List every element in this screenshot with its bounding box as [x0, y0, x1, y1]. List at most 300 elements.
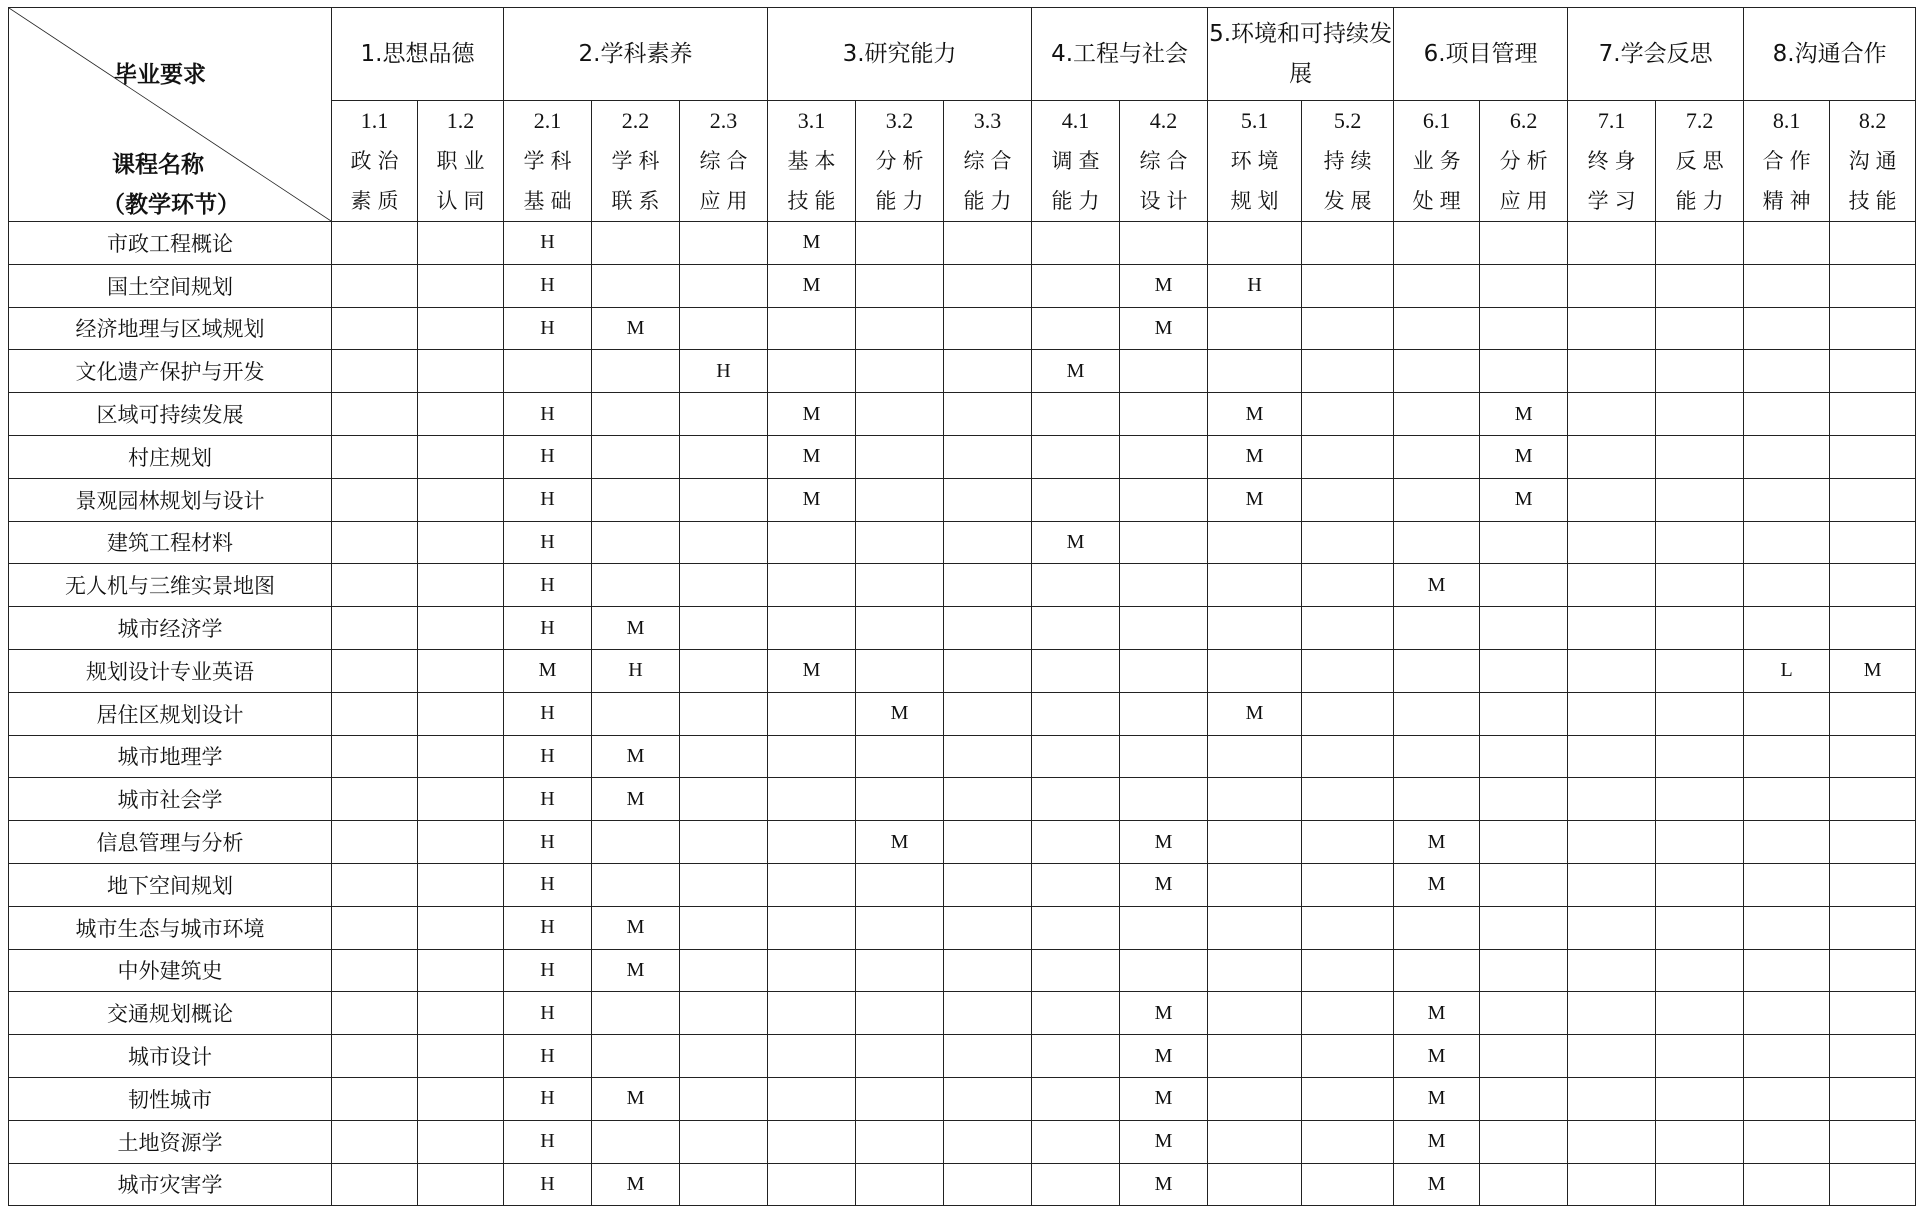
course-name-cell: 景观园林规划与设计: [9, 478, 332, 521]
support-level-cell: [1656, 649, 1744, 692]
support-level-cell: [1302, 649, 1394, 692]
support-level-cell: [944, 863, 1032, 906]
support-level-cell: [944, 393, 1032, 436]
table-row: [9, 264, 1916, 307]
support-level-cell: [1568, 564, 1656, 607]
support-level-cell: [1744, 222, 1830, 265]
support-level-cell: [768, 1077, 856, 1120]
support-level-cell: [1744, 821, 1830, 864]
support-level-cell: [1032, 778, 1120, 821]
sub-requirement-name-line1: 持续: [1323, 149, 1378, 173]
support-level-cell: [1568, 863, 1656, 906]
sub-requirement-name-line2: 设计: [1139, 189, 1194, 213]
support-level-cell: [1830, 435, 1916, 478]
course-name-cell: 地下空间规划: [9, 863, 332, 906]
course-name-cell: 市政工程概论: [9, 222, 332, 265]
support-level-cell: [1568, 821, 1656, 864]
support-level-cell: H: [504, 778, 592, 821]
sub-requirement-name-line1: 环境: [1230, 149, 1285, 173]
course-name-cell: 城市经济学: [9, 607, 332, 650]
support-level-cell: H: [504, 521, 592, 564]
sub-requirement-name-line2: 处理: [1412, 189, 1467, 213]
sub-requirement-name-line1: 基本: [787, 149, 842, 173]
support-level-cell: [1744, 692, 1830, 735]
support-level-cell: [1032, 1163, 1120, 1206]
requirement-header: 5.环境和可持续发展: [1208, 8, 1394, 101]
support-level-cell: [1032, 649, 1120, 692]
support-level-cell: [856, 264, 944, 307]
support-level-cell: [768, 949, 856, 992]
sub-requirement-header: [1744, 101, 1830, 222]
support-level-cell: [1744, 778, 1830, 821]
support-level-cell: [944, 649, 1032, 692]
sub-requirement-name-line1: 沟通: [1848, 149, 1903, 173]
support-level-cell: [768, 307, 856, 350]
sub-requirement-name-line1: 业务: [1412, 149, 1467, 173]
support-level-cell: [592, 264, 680, 307]
requirement-header: 6.项目管理: [1394, 8, 1568, 101]
support-level-cell: [944, 222, 1032, 265]
support-level-cell: [768, 1120, 856, 1163]
sub-requirement-header: [1568, 101, 1656, 222]
support-level-cell: [1394, 735, 1480, 778]
sub-requirement-name-line1: 政治: [350, 149, 405, 173]
support-level-cell: [944, 264, 1032, 307]
support-level-cell: M: [768, 222, 856, 265]
support-level-cell: [1568, 478, 1656, 521]
support-level-cell: [1656, 778, 1744, 821]
support-level-cell: [1394, 521, 1480, 564]
support-level-cell: [1568, 435, 1656, 478]
support-level-cell: [418, 649, 504, 692]
support-level-cell: M: [504, 649, 592, 692]
support-level-cell: [1568, 1035, 1656, 1078]
support-level-cell: [1394, 393, 1480, 436]
support-level-cell: [1208, 350, 1302, 393]
support-level-cell: [680, 307, 768, 350]
graduation-requirement-label: 毕业要求: [114, 62, 206, 88]
sub-requirement-number: 5.2: [1333, 108, 1362, 133]
support-level-cell: [1394, 435, 1480, 478]
support-level-cell: [1208, 863, 1302, 906]
support-level-cell: [332, 1077, 418, 1120]
support-level-cell: [1656, 949, 1744, 992]
support-level-cell: M: [592, 1163, 680, 1206]
table-row: [9, 692, 1916, 735]
support-level-cell: H: [504, 307, 592, 350]
support-level-cell: [592, 435, 680, 478]
support-level-cell: [1394, 649, 1480, 692]
support-level-cell: [1744, 564, 1830, 607]
support-level-cell: [1208, 222, 1302, 265]
support-level-cell: H: [504, 863, 592, 906]
sub-requirement-header: [768, 101, 856, 222]
support-level-cell: [1480, 692, 1568, 735]
support-level-cell: [1744, 478, 1830, 521]
support-level-cell: H: [1208, 264, 1302, 307]
support-level-cell: [768, 735, 856, 778]
support-level-cell: [768, 778, 856, 821]
course-name-cell: 城市生态与城市环境: [9, 906, 332, 949]
support-level-cell: [1120, 906, 1208, 949]
support-level-cell: [768, 1163, 856, 1206]
support-level-cell: [1302, 521, 1394, 564]
sub-requirement-name-line1: 综合: [1139, 149, 1194, 173]
support-level-cell: [332, 1120, 418, 1163]
support-level-cell: [1568, 649, 1656, 692]
support-level-cell: [680, 1163, 768, 1206]
support-level-cell: [1480, 564, 1568, 607]
sub-requirement-name-line1: 分析: [1499, 149, 1554, 173]
requirement-header: 1.思想品德: [332, 8, 504, 101]
support-level-cell: [592, 222, 680, 265]
support-level-cell: [944, 435, 1032, 478]
sub-requirement-name-line2: 应用: [699, 189, 754, 213]
support-level-cell: [944, 1163, 1032, 1206]
support-level-cell: [1830, 863, 1916, 906]
sub-requirement-number: 8.2: [1858, 108, 1887, 133]
support-level-cell: [1656, 692, 1744, 735]
sub-requirement-number: 4.1: [1061, 108, 1090, 133]
support-level-cell: [592, 863, 680, 906]
support-level-cell: [1480, 307, 1568, 350]
support-level-cell: [1208, 821, 1302, 864]
support-level-cell: [1744, 949, 1830, 992]
table-row: [9, 393, 1916, 436]
support-level-cell: [680, 435, 768, 478]
table-row: [9, 778, 1916, 821]
support-level-cell: [680, 478, 768, 521]
support-level-cell: [768, 692, 856, 735]
support-level-cell: [768, 521, 856, 564]
sub-requirement-header: [1208, 101, 1302, 222]
support-level-cell: [1656, 863, 1744, 906]
sub-requirement-header: [1830, 101, 1916, 222]
support-level-cell: [1032, 1035, 1120, 1078]
support-level-cell: [856, 778, 944, 821]
support-level-cell: [856, 435, 944, 478]
support-level-cell: [1208, 564, 1302, 607]
support-level-cell: [1302, 564, 1394, 607]
sub-requirement-name-line1: 分析: [875, 149, 930, 173]
support-level-cell: [1568, 307, 1656, 350]
course-name-cell: 交通规划概论: [9, 992, 332, 1035]
support-level-cell: [1830, 1035, 1916, 1078]
sub-requirement-name-line1: 调查: [1051, 149, 1106, 173]
support-level-cell: [680, 821, 768, 864]
table-row: [9, 863, 1916, 906]
support-level-cell: [418, 222, 504, 265]
support-level-cell: [1032, 821, 1120, 864]
support-level-cell: [680, 863, 768, 906]
support-level-cell: [1032, 1077, 1120, 1120]
course-name-cell: 文化遗产保护与开发: [9, 350, 332, 393]
support-level-cell: [1302, 350, 1394, 393]
support-level-cell: [1120, 435, 1208, 478]
support-level-cell: H: [680, 350, 768, 393]
support-level-cell: [1480, 1077, 1568, 1120]
support-level-cell: M: [1032, 350, 1120, 393]
sub-requirement-name-line1: 综合: [699, 149, 754, 173]
support-level-cell: [856, 564, 944, 607]
sub-requirement-name-line2: 技能: [1848, 189, 1903, 213]
support-level-cell: [856, 1120, 944, 1163]
course-name-cell: 城市社会学: [9, 778, 332, 821]
sub-requirement-number: 6.2: [1509, 108, 1538, 133]
support-level-cell: [856, 393, 944, 436]
support-level-cell: [1830, 222, 1916, 265]
table-row: [9, 521, 1916, 564]
course-name-cell: 无人机与三维实景地图: [9, 564, 332, 607]
support-level-cell: [1032, 692, 1120, 735]
table-row: [9, 992, 1916, 1035]
support-level-cell: [1302, 607, 1394, 650]
support-level-cell: [944, 906, 1032, 949]
support-level-cell: M: [1120, 1120, 1208, 1163]
requirement-header: 2.学科素养: [504, 8, 768, 101]
support-level-cell: M: [1208, 478, 1302, 521]
support-level-cell: M: [1394, 564, 1480, 607]
support-level-cell: [418, 1035, 504, 1078]
support-level-cell: [332, 307, 418, 350]
table-row: [9, 607, 1916, 650]
support-level-cell: [1830, 1163, 1916, 1206]
sub-requirement-name-line2: 能力: [963, 189, 1018, 213]
support-level-cell: [680, 949, 768, 992]
support-level-cell: [1032, 393, 1120, 436]
support-level-cell: M: [1394, 992, 1480, 1035]
support-level-cell: [1568, 521, 1656, 564]
sub-requirement-number: 1.2: [446, 108, 475, 133]
support-level-cell: [944, 350, 1032, 393]
support-level-cell: M: [768, 264, 856, 307]
support-level-cell: [332, 607, 418, 650]
support-level-cell: [1830, 478, 1916, 521]
support-level-cell: [1208, 906, 1302, 949]
support-level-cell: [1208, 521, 1302, 564]
support-level-cell: [680, 564, 768, 607]
support-level-cell: [944, 949, 1032, 992]
support-level-cell: [1208, 949, 1302, 992]
support-level-cell: [418, 1077, 504, 1120]
support-level-cell: [332, 350, 418, 393]
sub-requirement-number: 5.1: [1240, 108, 1269, 133]
support-level-cell: [1744, 307, 1830, 350]
support-level-cell: [944, 1077, 1032, 1120]
corner-header-cell: [9, 8, 332, 222]
support-level-cell: [944, 692, 1032, 735]
support-level-cell: [418, 478, 504, 521]
sub-requirement-name-line2: 技能: [787, 189, 842, 213]
support-level-cell: [332, 649, 418, 692]
support-level-cell: M: [1394, 1120, 1480, 1163]
support-level-cell: [418, 906, 504, 949]
support-level-cell: [1208, 649, 1302, 692]
table-row: [9, 350, 1916, 393]
table-row: [9, 821, 1916, 864]
support-level-cell: H: [504, 1120, 592, 1163]
support-level-cell: M: [1480, 435, 1568, 478]
support-level-cell: M: [1394, 1035, 1480, 1078]
support-level-cell: M: [1120, 1163, 1208, 1206]
support-level-cell: [1744, 863, 1830, 906]
sub-requirement-header: [1656, 101, 1744, 222]
course-name-cell: 区域可持续发展: [9, 393, 332, 436]
support-level-cell: [1830, 264, 1916, 307]
requirement-header: 3.研究能力: [768, 8, 1032, 101]
support-level-cell: [1830, 906, 1916, 949]
support-level-cell: [1394, 949, 1480, 992]
support-level-cell: [1568, 692, 1656, 735]
support-level-cell: [1744, 350, 1830, 393]
support-level-cell: [1032, 863, 1120, 906]
support-level-cell: H: [504, 992, 592, 1035]
support-level-cell: M: [1394, 863, 1480, 906]
support-level-cell: [418, 863, 504, 906]
support-level-cell: H: [504, 435, 592, 478]
support-level-cell: [418, 821, 504, 864]
support-level-cell: [1830, 1120, 1916, 1163]
sub-requirement-number: 2.2: [621, 108, 650, 133]
course-name-cell: 城市灾害学: [9, 1163, 332, 1206]
support-level-cell: [1302, 906, 1394, 949]
support-level-cell: [332, 906, 418, 949]
sub-requirement-number: 2.3: [709, 108, 738, 133]
support-level-cell: [1394, 778, 1480, 821]
table-row: [9, 735, 1916, 778]
support-level-cell: [1656, 435, 1744, 478]
support-level-cell: [1656, 222, 1744, 265]
course-name-cell: 村庄规划: [9, 435, 332, 478]
support-level-cell: [1302, 863, 1394, 906]
course-name-cell: 国土空间规划: [9, 264, 332, 307]
sub-requirement-name-line2: 学习: [1587, 189, 1642, 213]
support-level-cell: [1744, 393, 1830, 436]
support-level-cell: [1568, 264, 1656, 307]
support-level-cell: H: [504, 949, 592, 992]
support-level-cell: [1120, 478, 1208, 521]
support-level-cell: [332, 1163, 418, 1206]
support-level-cell: [1568, 1077, 1656, 1120]
support-level-cell: [1568, 906, 1656, 949]
support-level-cell: [332, 435, 418, 478]
support-level-cell: M: [592, 307, 680, 350]
support-level-cell: [944, 307, 1032, 350]
support-level-cell: [768, 564, 856, 607]
support-level-cell: M: [1120, 863, 1208, 906]
sub-requirement-header: [504, 101, 592, 222]
support-level-cell: [1656, 1077, 1744, 1120]
support-level-cell: [1568, 607, 1656, 650]
sub-requirement-name-line2: 应用: [1499, 189, 1554, 213]
support-level-cell: [856, 992, 944, 1035]
sub-requirement-header: [1302, 101, 1394, 222]
course-rows: [9, 222, 1916, 1206]
support-level-cell: [332, 821, 418, 864]
support-level-cell: [1480, 607, 1568, 650]
support-level-cell: [1302, 478, 1394, 521]
support-level-cell: [1744, 1035, 1830, 1078]
support-level-cell: [680, 222, 768, 265]
support-level-cell: [1302, 222, 1394, 265]
support-level-cell: [680, 521, 768, 564]
support-level-cell: [418, 264, 504, 307]
support-level-cell: [332, 521, 418, 564]
support-level-cell: [680, 1035, 768, 1078]
support-level-cell: [1656, 521, 1744, 564]
support-level-cell: H: [504, 564, 592, 607]
support-level-cell: [680, 992, 768, 1035]
support-level-cell: [418, 393, 504, 436]
sub-requirement-name-line2: 规划: [1230, 189, 1285, 213]
support-level-cell: [1302, 1077, 1394, 1120]
support-level-cell: [1120, 649, 1208, 692]
support-level-cell: [1480, 949, 1568, 992]
support-level-cell: [856, 222, 944, 265]
support-level-cell: [856, 735, 944, 778]
support-level-cell: [768, 350, 856, 393]
support-level-cell: [1032, 564, 1120, 607]
support-level-cell: [1830, 692, 1916, 735]
support-level-cell: M: [768, 649, 856, 692]
support-level-cell: [1744, 435, 1830, 478]
support-level-cell: [680, 735, 768, 778]
support-level-cell: [944, 607, 1032, 650]
support-level-cell: [944, 564, 1032, 607]
support-level-cell: [1830, 821, 1916, 864]
support-level-cell: [1302, 1163, 1394, 1206]
support-level-cell: [1208, 992, 1302, 1035]
support-level-cell: M: [1120, 1077, 1208, 1120]
support-level-cell: [1208, 1163, 1302, 1206]
support-level-cell: [1032, 735, 1120, 778]
support-level-cell: [680, 692, 768, 735]
support-level-cell: [418, 992, 504, 1035]
course-name-label: 课程名称: [112, 152, 204, 178]
support-level-cell: [856, 350, 944, 393]
support-level-cell: [768, 906, 856, 949]
support-level-cell: [856, 307, 944, 350]
support-level-cell: [418, 521, 504, 564]
support-level-cell: H: [504, 393, 592, 436]
support-level-cell: M: [592, 778, 680, 821]
sub-requirement-header: [1032, 101, 1120, 222]
sub-requirement-header: [418, 101, 504, 222]
support-level-cell: [1480, 1120, 1568, 1163]
support-level-cell: [418, 607, 504, 650]
support-level-cell: [1480, 521, 1568, 564]
sub-requirement-name-line1: 综合: [963, 149, 1018, 173]
support-level-cell: [1032, 222, 1120, 265]
sub-requirement-name-line2: 基础: [523, 189, 578, 213]
support-level-cell: [1302, 1035, 1394, 1078]
support-level-cell: M: [856, 692, 944, 735]
support-level-cell: [1302, 264, 1394, 307]
support-level-cell: [1394, 264, 1480, 307]
support-level-cell: [680, 1120, 768, 1163]
support-level-cell: [1394, 307, 1480, 350]
support-level-cell: M: [592, 607, 680, 650]
support-level-cell: [592, 564, 680, 607]
support-level-cell: [1744, 1077, 1830, 1120]
support-level-cell: [418, 435, 504, 478]
support-level-cell: [1032, 435, 1120, 478]
course-name-cell: 土地资源学: [9, 1120, 332, 1163]
support-level-cell: [1830, 350, 1916, 393]
support-level-cell: [1120, 949, 1208, 992]
support-level-cell: [1568, 949, 1656, 992]
support-level-cell: [1120, 735, 1208, 778]
